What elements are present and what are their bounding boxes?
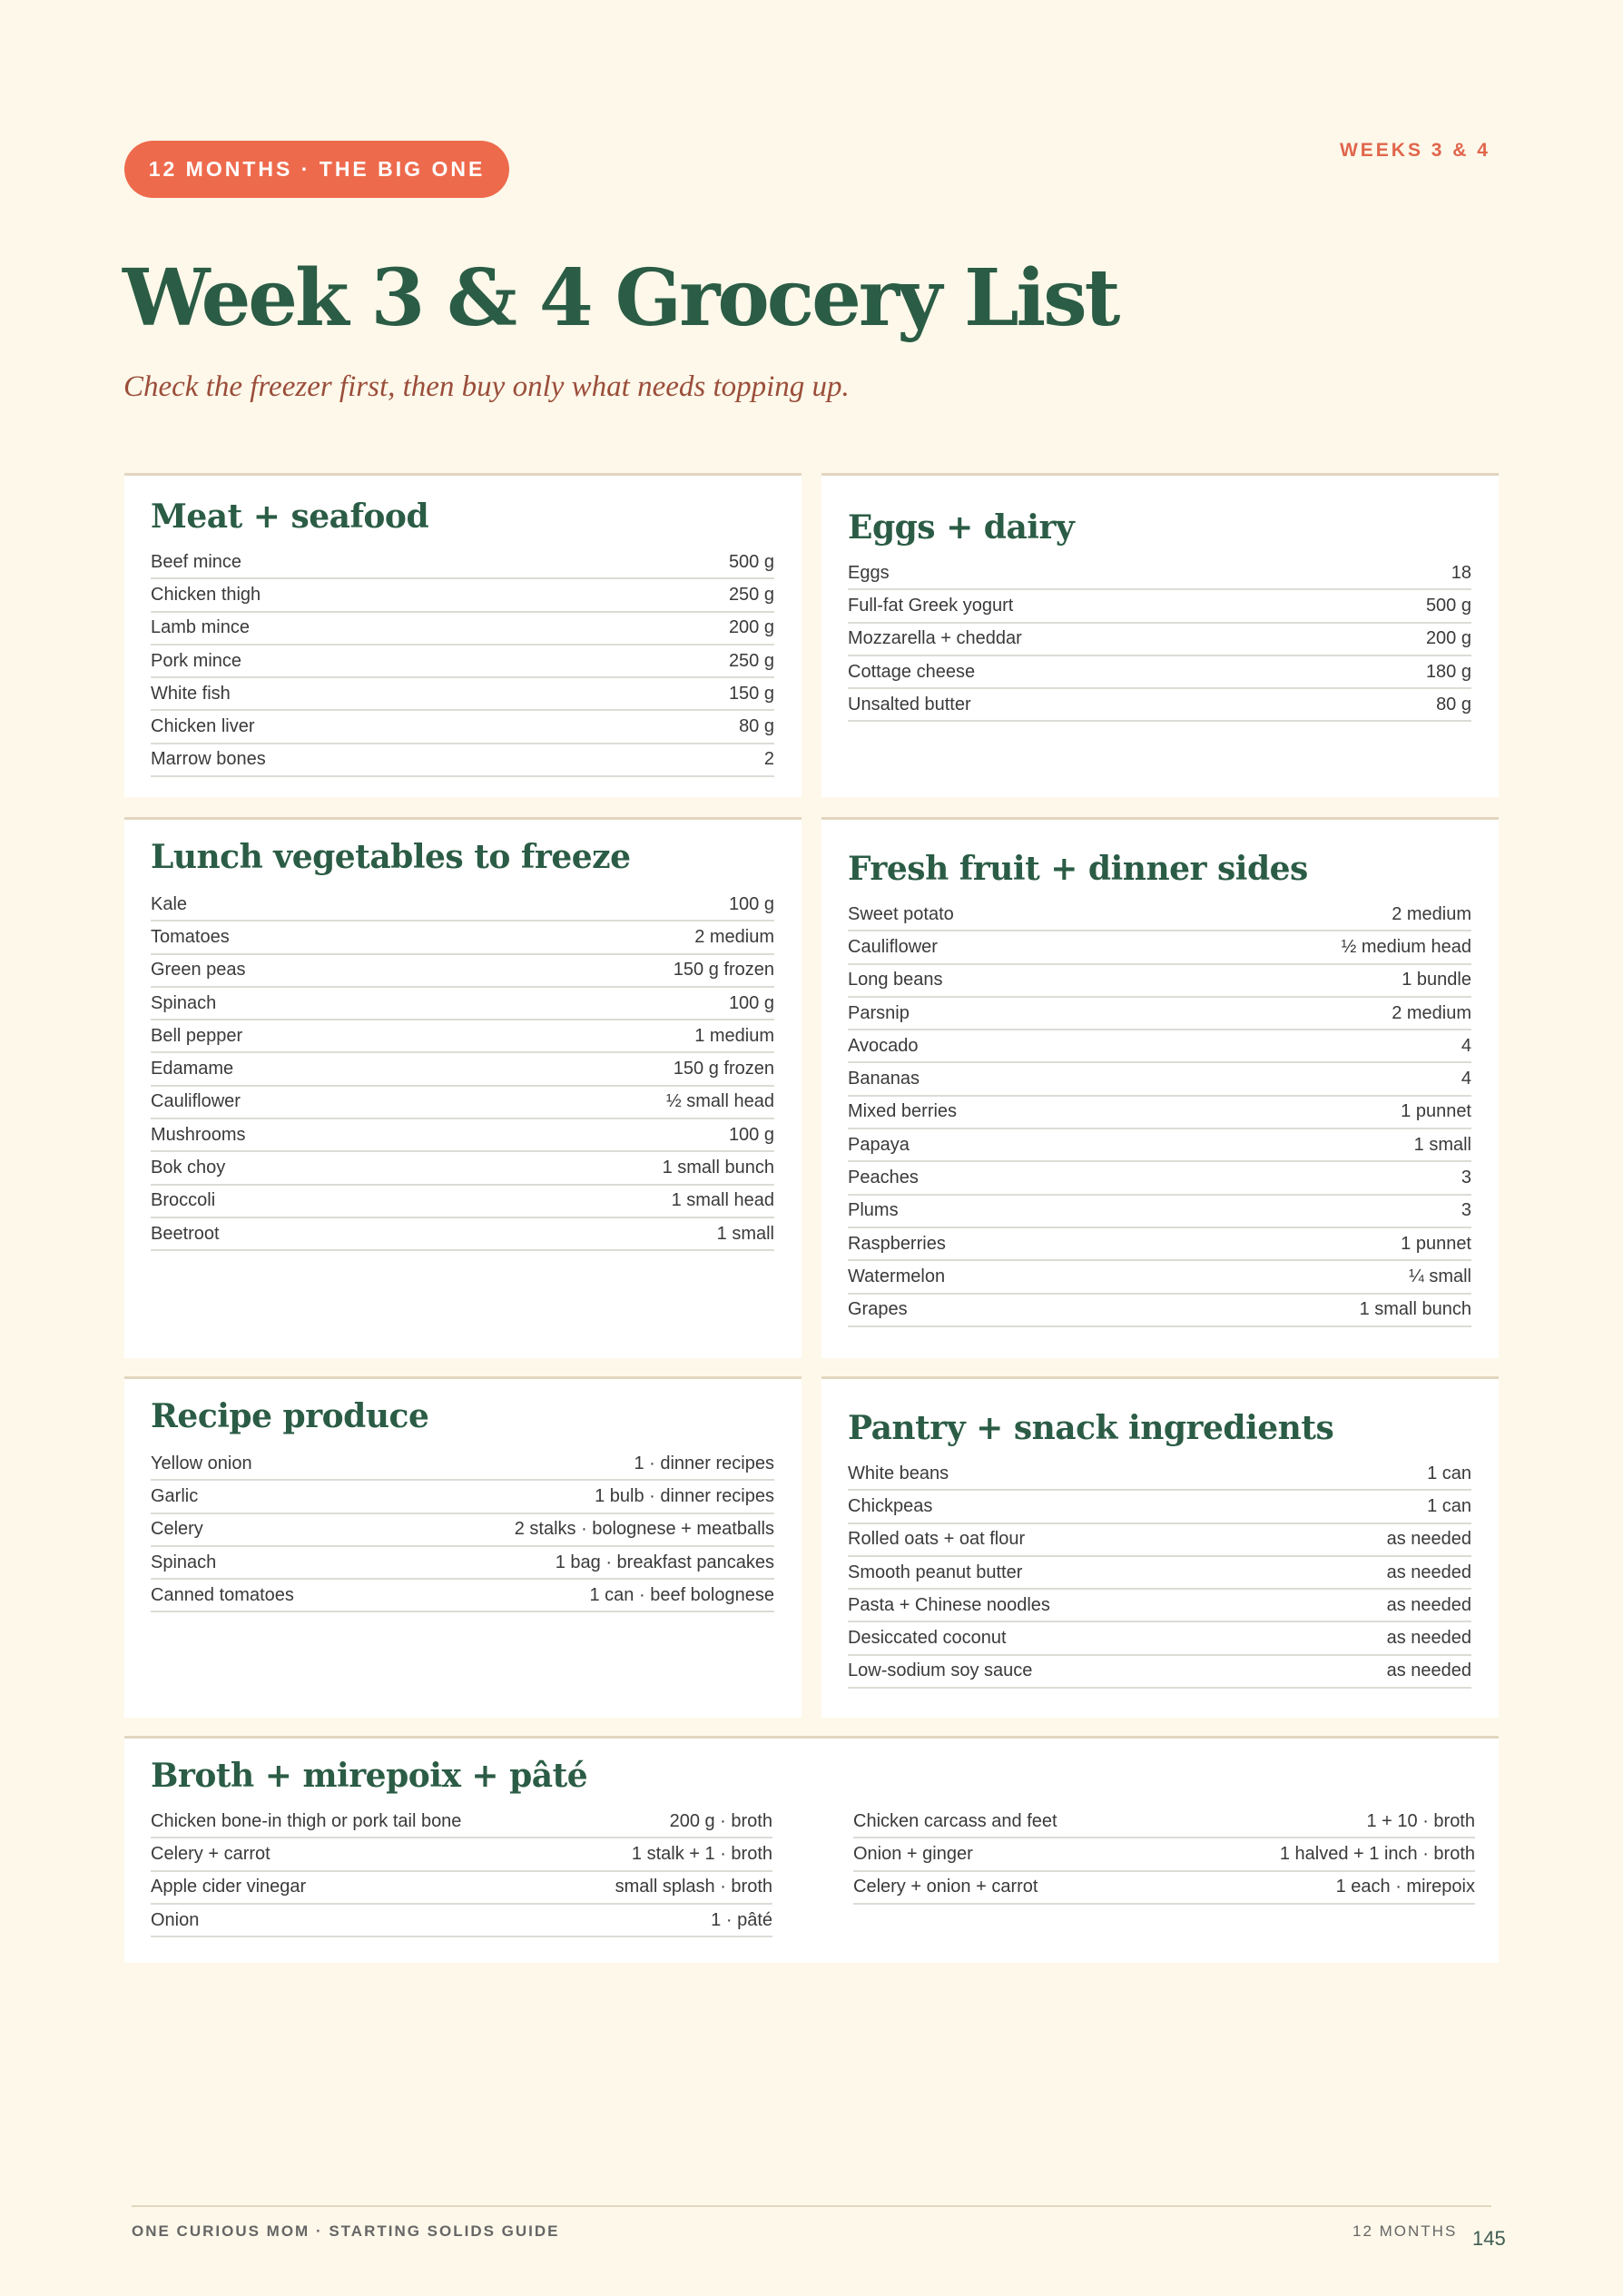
item-name: Celery + carrot [151,1843,270,1864]
item-quantity: 100 g [728,1124,774,1145]
item-name: Pork mince [151,650,242,671]
item-quantity: 80 g [739,716,774,737]
item-quantity: 1 punnet [1401,1233,1471,1254]
grocery-item-row [151,921,774,954]
item-name: Beetroot [151,1223,220,1244]
item-quantity: 180 g [1425,661,1471,682]
item-name: Mixed berries [848,1101,958,1122]
item-name: Spinach [151,1552,217,1572]
item-quantity: 1 small bunch [1359,1299,1471,1320]
item-quantity: 200 g [728,617,774,638]
grocery-item-row [848,1656,1471,1689]
item-quantity: 200 g · broth [669,1810,772,1831]
grocery-item-row [151,1838,772,1871]
item-name: Tomatoes [151,926,230,947]
item-name: Chicken bone-in thigh or pork tail bone [151,1810,462,1831]
grocery-item-row [848,1228,1471,1261]
grocery-item-row [151,645,774,678]
item-name: White fish [151,683,231,704]
grocery-item-row [848,656,1471,689]
item-name: Green peas [151,960,246,980]
card-title: Meat + seafood [151,498,429,536]
item-quantity: 1 + 10 · broth [1366,1810,1475,1831]
card-title: Broth + mirepoix + pâté [151,1757,588,1795]
item-name: Smooth peanut butter [848,1562,1023,1582]
item-list [848,1458,1471,1689]
item-quantity: 1 punnet [1401,1101,1471,1122]
item-name: Celery + onion + carrot [853,1877,1038,1897]
card-title: Eggs + dairy [848,508,1075,547]
grocery-item-row [151,711,774,744]
item-quantity: 150 g frozen [673,960,774,980]
item-name: Mozzarella + cheddar [848,628,1022,649]
grocery-item-row [848,1295,1471,1327]
grocery-item-row [151,1053,774,1086]
item-name: Chickpeas [848,1495,933,1516]
item-name: Peaches [848,1168,919,1188]
item-name: Beef mince [151,551,242,572]
card-lunch-vegetables [124,817,802,1358]
item-name: Apple cider vinegar [151,1877,307,1897]
item-name: Broccoli [151,1190,216,1211]
item-name: Bok choy [151,1158,226,1178]
item-quantity: 100 g [728,992,774,1013]
page-number: 145 [1472,2227,1506,2250]
grocery-item-row [848,1491,1471,1523]
item-quantity: 150 g frozen [673,1059,774,1079]
grocery-item-row [151,678,774,711]
grocery-item-row [848,1458,1471,1491]
item-list [848,899,1471,1327]
item-name: Parsnip [848,1002,910,1023]
grocery-item-row [151,889,774,921]
page-title: Week 3 & 4 Grocery List [123,252,1118,344]
item-quantity: as needed [1386,1562,1471,1582]
grocery-item-row [848,931,1471,964]
grocery-item-row [151,1905,772,1937]
item-name: Unsalted butter [848,694,971,714]
grocery-item-row [848,1063,1471,1096]
item-quantity: 150 g [728,683,774,704]
card-eggs-dairy [821,473,1499,797]
item-quantity: as needed [1386,1594,1471,1615]
week-tag: WEEKS 3 & 4 [1339,140,1490,161]
grocery-item-row [151,1872,772,1905]
item-list [151,1448,774,1612]
item-name: Onion [151,1909,200,1930]
item-name: Bell pepper [151,1025,243,1046]
item-quantity: 4 [1461,1069,1471,1089]
item-quantity: 1 halved + 1 inch · broth [1279,1843,1475,1864]
item-name: Edamame [151,1059,234,1079]
item-quantity: 250 g [728,650,774,671]
item-quantity: 1 bulb · dinner recipes [595,1485,774,1506]
item-quantity: 1 each · mirepoix [1335,1877,1475,1897]
item-name: Mushrooms [151,1124,246,1145]
item-name: Watermelon [848,1266,946,1286]
grocery-item-row [848,1030,1471,1063]
grocery-item-row [151,955,774,988]
grocery-item-row [151,1218,774,1251]
item-list-right [853,1806,1475,1937]
grocery-item-row [151,1580,774,1612]
item-name: Avocado [848,1035,919,1056]
grocery-item-row [151,1119,774,1152]
card-recipe-produce [124,1376,802,1718]
item-name: Full-fat Greek yogurt [848,595,1014,616]
item-name: Grapes [848,1299,908,1320]
grocery-item-row [848,1129,1471,1162]
item-quantity: 1 small [1413,1134,1471,1155]
item-list [151,889,774,1251]
item-quantity: 1 small bunch [662,1158,774,1178]
grocery-item-row [848,899,1471,931]
item-name: Long beans [848,970,943,990]
footer-guide-title: ONE CURIOUS MOM · STARTING SOLIDS GUIDE [132,2222,560,2240]
item-name: Eggs [848,562,890,583]
item-quantity: 2 [763,749,774,770]
item-list-left [151,1806,772,1937]
item-name: Chicken thigh [151,584,261,605]
item-name: Lamb mince [151,617,250,638]
item-name: Rolled oats + oat flour [848,1529,1026,1550]
item-quantity: 500 g [1425,595,1471,616]
grocery-item-row [848,1622,1471,1655]
item-quantity: ½ medium head [1341,936,1471,957]
item-quantity: 1 small [716,1223,774,1244]
item-name: White beans [848,1463,949,1483]
grocery-item-row [151,1087,774,1119]
item-quantity: 3 [1461,1200,1471,1221]
item-name: Pasta + Chinese noodles [848,1594,1050,1615]
item-name: Papaya [848,1134,910,1155]
grocery-item-row [151,1152,774,1185]
footer-section-label: 12 MONTHS [1352,2222,1458,2240]
item-name: Cauliflower [151,1091,241,1112]
grocery-item-row [151,1547,774,1580]
item-quantity: 1 can · beef bolognese [589,1584,774,1605]
item-quantity: 3 [1461,1168,1471,1188]
card-meat-seafood [124,473,802,797]
item-quantity: 1 can [1427,1495,1471,1516]
grocery-item-row [151,1806,772,1838]
grocery-item-row [151,1481,774,1513]
item-quantity: ½ small head [666,1091,774,1112]
grocery-item-row [848,1261,1471,1294]
item-quantity: 2 medium [1392,1002,1471,1023]
item-list [848,557,1471,722]
grocery-item-row [848,689,1471,722]
grocery-item-row [151,1448,774,1481]
grocery-item-row [848,1162,1471,1195]
item-quantity: 1 stalk + 1 · broth [631,1843,772,1864]
grocery-item-row [848,1196,1471,1228]
grocery-item-row [848,624,1471,656]
grocery-item-row [848,590,1471,623]
section-badge: 12 MONTHS · THE BIG ONE [124,141,509,198]
item-quantity: small splash · broth [615,1877,772,1897]
grocery-item-row [848,965,1471,998]
card-title: Lunch vegetables to freeze [151,838,631,876]
item-name: Cauliflower [848,936,938,957]
item-list [151,547,774,777]
item-quantity: 18 [1451,562,1471,583]
item-name: Canned tomatoes [151,1584,294,1605]
item-name: Raspberries [848,1233,946,1254]
grocery-item-row [151,1020,774,1053]
grocery-item-row [151,547,774,579]
page-subtitle: Check the freezer first, then buy only what needs topping up. [123,370,850,403]
grocery-item-row [848,557,1471,590]
item-name: Garlic [151,1485,199,1506]
item-quantity: 2 medium [1392,903,1471,924]
item-quantity: 1 medium [694,1025,774,1046]
item-quantity: 250 g [728,584,774,605]
card-fresh-fruit [821,817,1499,1358]
item-name: Chicken carcass and feet [853,1810,1057,1831]
item-quantity: 2 stalks · bolognese + meatballs [514,1519,774,1540]
grocery-item-row [853,1872,1475,1905]
item-quantity: as needed [1386,1529,1471,1550]
item-name: Plums [848,1200,899,1221]
item-name: Sweet potato [848,903,954,924]
grocery-item-row [848,1557,1471,1590]
grocery-item-row [848,1524,1471,1557]
item-name: Cottage cheese [848,661,976,682]
grocery-item-row [853,1806,1475,1838]
card-broth-mirepoix [124,1736,1499,1963]
item-quantity: as needed [1386,1660,1471,1681]
card-title: Fresh fruit + dinner sides [848,850,1308,888]
grocery-item-row [853,1838,1475,1871]
item-quantity: 1 small head [671,1190,774,1211]
item-name: Marrow bones [151,749,266,770]
item-quantity: 1 can [1427,1463,1471,1483]
item-name: Spinach [151,992,217,1013]
grocery-item-row [848,1590,1471,1622]
item-name: Celery [151,1519,203,1540]
card-pantry-snack [821,1376,1499,1718]
item-quantity: as needed [1386,1628,1471,1649]
card-title: Recipe produce [151,1397,429,1435]
item-quantity: 2 medium [694,926,774,947]
grocery-item-row [151,988,774,1020]
item-quantity: 1 bundle [1402,970,1471,990]
item-quantity: 1 · pâté [711,1909,772,1930]
grocery-item-row [151,613,774,645]
grocery-item-row [151,579,774,612]
item-name: Desiccated coconut [848,1628,1007,1649]
item-quantity: 1 · dinner recipes [634,1453,774,1473]
item-name: Kale [151,893,188,914]
grocery-item-row [848,998,1471,1030]
item-name: Low-sodium soy sauce [848,1660,1033,1681]
item-quantity: 500 g [728,551,774,572]
grocery-item-row [151,1514,774,1547]
item-quantity: 4 [1461,1035,1471,1056]
grocery-item-row [151,744,774,777]
item-quantity: ¼ small [1409,1266,1471,1286]
item-quantity: 200 g [1425,628,1471,649]
item-name: Yellow onion [151,1453,252,1473]
grocery-item-row [151,1186,774,1218]
footer-divider [132,2205,1491,2207]
card-title: Pantry + snack ingredients [848,1409,1334,1447]
grocery-item-row [848,1097,1471,1129]
item-quantity: 1 bag · breakfast pancakes [555,1552,774,1572]
item-quantity: 100 g [728,893,774,914]
item-name: Bananas [848,1069,920,1089]
item-quantity: 80 g [1436,694,1471,714]
item-name: Onion + ginger [853,1843,973,1864]
item-name: Chicken liver [151,716,255,737]
